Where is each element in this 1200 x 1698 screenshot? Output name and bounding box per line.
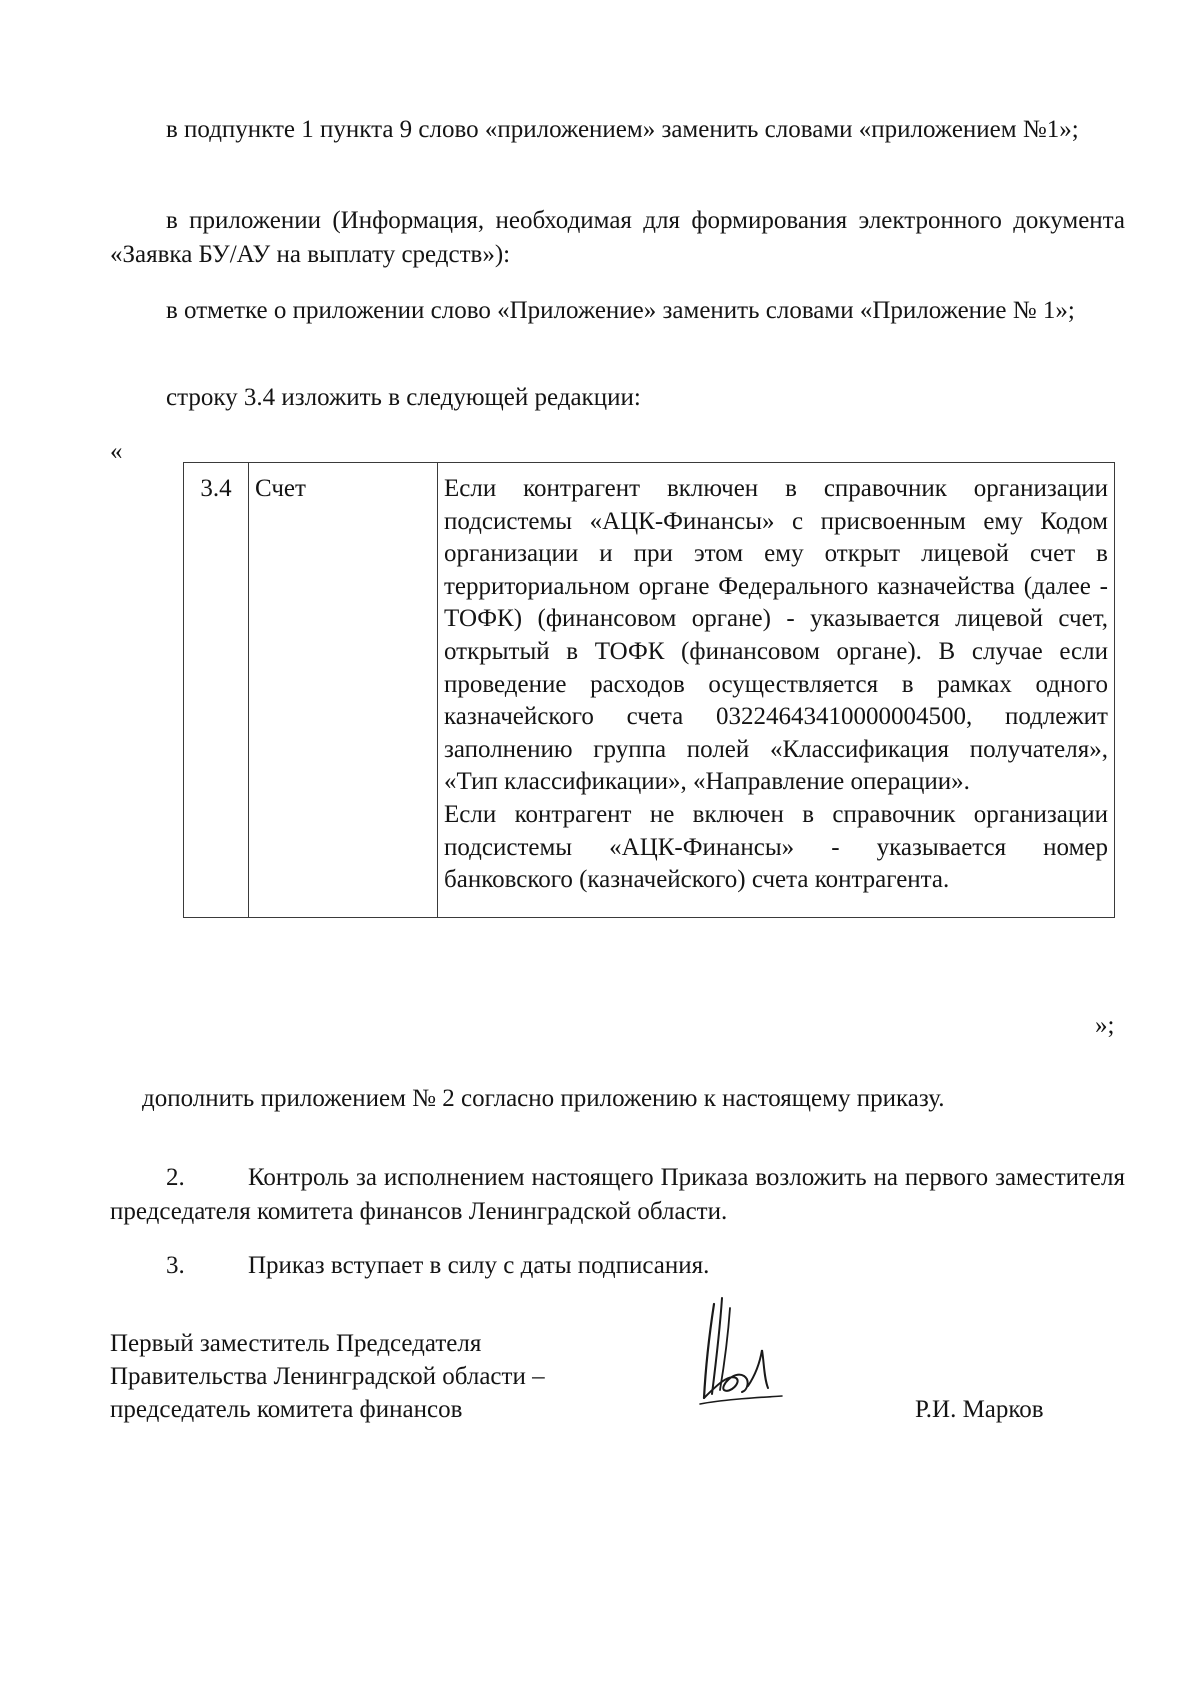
signature-icon	[690, 1290, 800, 1410]
table-row	[184, 463, 1115, 918]
item-number: 2.	[166, 1164, 185, 1191]
paragraph-add-appendix: дополнить приложением № 2 согласно приложению к настоящему приказу.	[142, 1085, 945, 1112]
signer-position	[110, 1327, 670, 1426]
paragraph-row-edit: строку 3.4 изложить в следующей редакции:	[166, 384, 641, 411]
paragraph-appendix-info: в приложении (Информация, необходимая для формирования электронного документа «Заявка БУ/АУ на выплату средств»):	[110, 207, 1125, 268]
item-text: Контроль за исполнением настоящего Приказа возложить на первого заместителя председателя комитета финансов Ленинградской области.	[110, 1164, 1125, 1225]
description-not-included: Если контрагент не включен в справочник организации подсистемы «АЦК-Финансы» - указывается номер банковского (казначейского) счета контрагента.	[444, 800, 1108, 894]
description-included: Если контрагент включен в справочник организации подсистемы «АЦК-Финансы» с присвоенным ему Кодом организации и при этом ему открыт лицевой счет в территориальном органе Федерального казначейства (далее - ТОФК) (финансовом органе) - указывается лицевой счет, открытый в ТОФК (финансовом органе). В случае если проведение расходов осуществляется в рамках одного казначейского счета 03224643410000004500, подлежит заполнению группа полей «Классификация получателя», «Тип классификации», «Направление операции».	[444, 475, 1108, 796]
paragraph-subpoint-replace: в подпункте 1 пункта 9 слово «приложением» заменить словами «приложением №1»;	[166, 116, 1079, 143]
item-number: 3.	[166, 1252, 185, 1279]
paragraph-mark-replace: в отметке о приложении слово «Приложение» заменить словами «Приложение № 1»;	[166, 297, 1075, 324]
signer-name: Р.И. Марков	[915, 1396, 1044, 1423]
item-text: Приказ вступает в силу с даты подписания.	[248, 1252, 710, 1279]
list-item	[110, 1161, 1125, 1229]
position-line: Первый заместитель Председателя	[110, 1330, 482, 1357]
description-cell	[438, 463, 1115, 918]
close-quote: »;	[1095, 1012, 1115, 1039]
field-name-cell: Счет	[249, 463, 438, 918]
amendment-table	[183, 462, 1115, 918]
open-quote: «	[110, 438, 123, 465]
row-number-cell: 3.4	[184, 463, 249, 918]
position-line: председатель комитета финансов	[110, 1396, 463, 1423]
position-line: Правительства Ленинградской области –	[110, 1363, 545, 1390]
list-item	[110, 1249, 1125, 1283]
